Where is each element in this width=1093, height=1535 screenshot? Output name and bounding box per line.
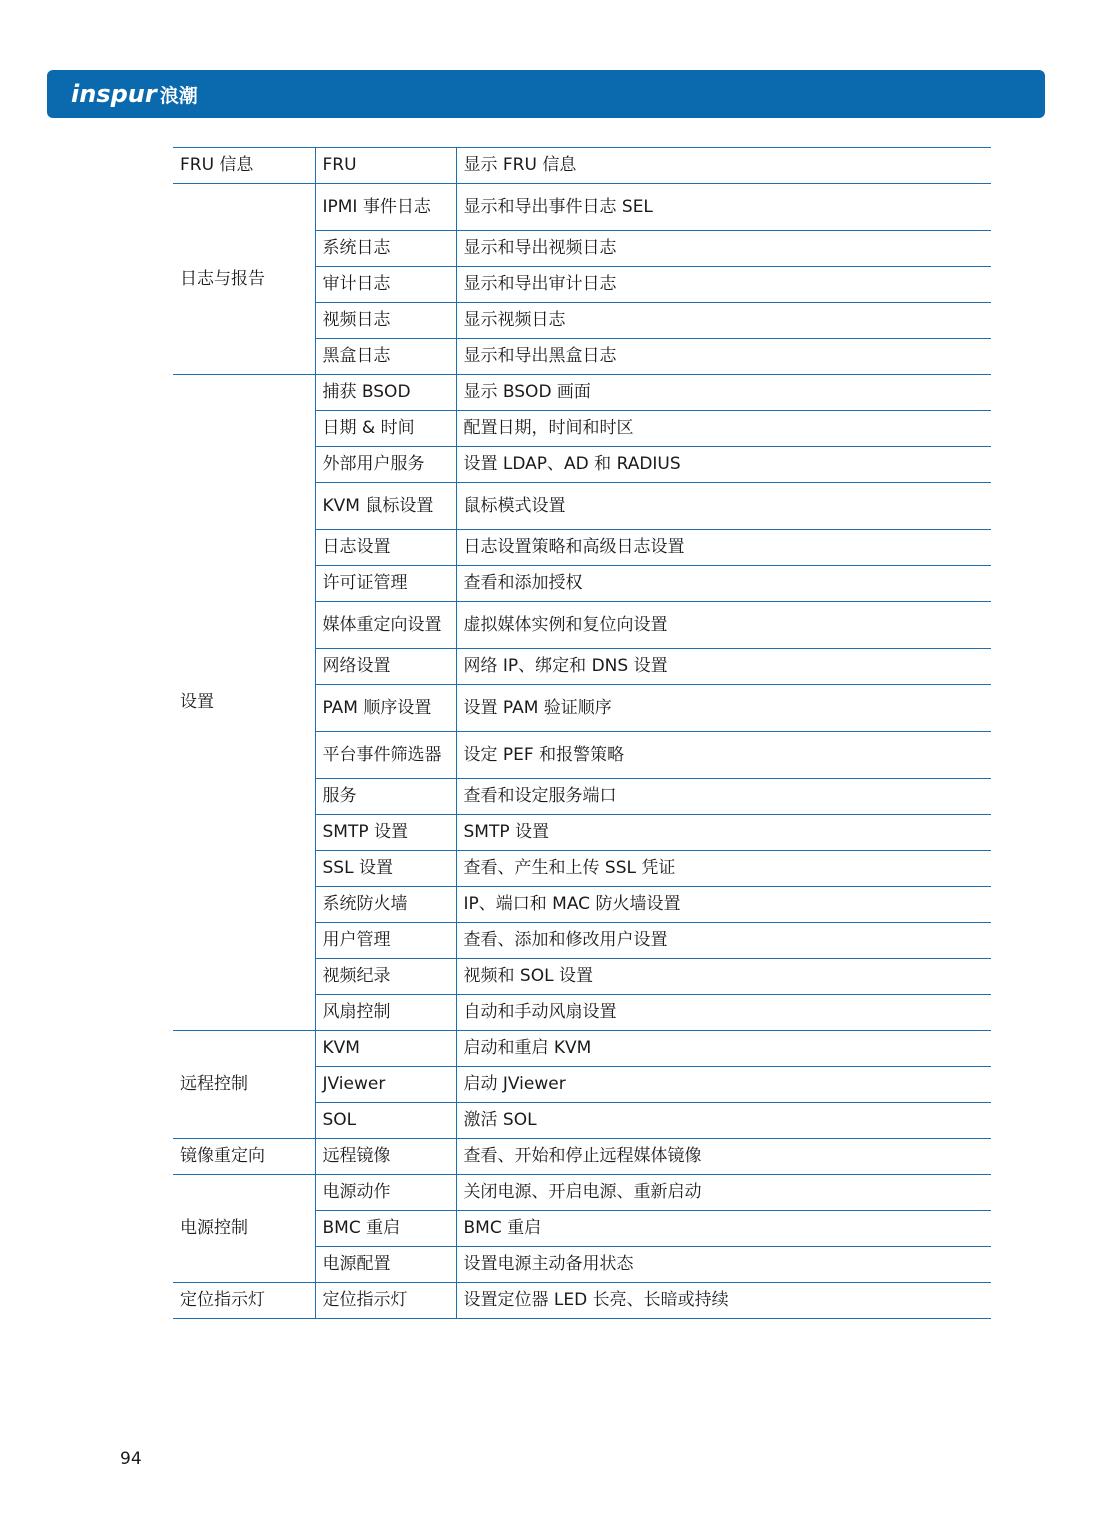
item-cell: 系统日志	[315, 231, 456, 267]
description-cell: 查看、添加和修改用户设置	[456, 923, 991, 959]
item-cell: 平台事件筛选器	[315, 732, 456, 779]
item-cell: 风扇控制	[315, 995, 456, 1031]
item-cell: KVM 鼠标设置	[315, 483, 456, 530]
description-cell: 日志设置策略和高级日志设置	[456, 530, 991, 566]
item-cell: SSL 设置	[315, 851, 456, 887]
item-cell: 视频纪录	[315, 959, 456, 995]
description-cell: 网络 IP、绑定和 DNS 设置	[456, 649, 991, 685]
description-cell: 查看和添加授权	[456, 566, 991, 602]
item-cell: 网络设置	[315, 649, 456, 685]
description-cell: 显示 BSOD 画面	[456, 375, 991, 411]
description-cell: 显示和导出事件日志 SEL	[456, 184, 991, 231]
description-cell: 自动和手动风扇设置	[456, 995, 991, 1031]
item-cell: 服务	[315, 779, 456, 815]
description-cell: 查看、产生和上传 SSL 凭证	[456, 851, 991, 887]
table-row	[173, 1283, 991, 1319]
item-cell: 日志设置	[315, 530, 456, 566]
item-cell: 审计日志	[315, 267, 456, 303]
item-cell: JViewer	[315, 1067, 456, 1103]
description-cell: 显示视频日志	[456, 303, 991, 339]
inspur-logo	[71, 78, 198, 110]
category-cell: 日志与报告	[173, 184, 315, 375]
description-cell: 显示 FRU 信息	[456, 148, 991, 184]
description-cell: BMC 重启	[456, 1211, 991, 1247]
description-cell: 查看和设定服务端口	[456, 779, 991, 815]
item-cell: 电源动作	[315, 1175, 456, 1211]
description-cell: 设置电源主动备用状态	[456, 1247, 991, 1283]
description-cell: 显示和导出审计日志	[456, 267, 991, 303]
description-cell: 显示和导出黑盒日志	[456, 339, 991, 375]
table-row	[173, 375, 991, 411]
description-cell: 激活 SOL	[456, 1103, 991, 1139]
category-cell: FRU 信息	[173, 148, 315, 184]
description-cell: 关闭电源、开启电源、重新启动	[456, 1175, 991, 1211]
item-cell: PAM 顺序设置	[315, 685, 456, 732]
description-cell: 视频和 SOL 设置	[456, 959, 991, 995]
item-cell: 用户管理	[315, 923, 456, 959]
logo-chinese: 浪潮	[159, 84, 198, 107]
item-cell: 许可证管理	[315, 566, 456, 602]
item-cell: IPMI 事件日志	[315, 184, 456, 231]
description-cell: 启动和重启 KVM	[456, 1031, 991, 1067]
table-row	[173, 1175, 991, 1211]
table-row	[173, 1031, 991, 1067]
description-cell: 设定 PEF 和报警策略	[456, 732, 991, 779]
description-cell: 鼠标模式设置	[456, 483, 991, 530]
item-cell: 外部用户服务	[315, 447, 456, 483]
feature-table-body	[173, 148, 991, 1319]
item-cell: 远程镜像	[315, 1139, 456, 1175]
item-cell: 定位指示灯	[315, 1283, 456, 1319]
logo-wordmark: inspur	[71, 80, 157, 108]
category-cell: 设置	[173, 375, 315, 1031]
item-cell: KVM	[315, 1031, 456, 1067]
description-cell: 配置日期，时间和时区	[456, 411, 991, 447]
description-cell: 显示和导出视频日志	[456, 231, 991, 267]
description-cell: 查看、开始和停止远程媒体镜像	[456, 1139, 991, 1175]
item-cell: SOL	[315, 1103, 456, 1139]
table-row	[173, 184, 991, 231]
item-cell: 日期 & 时间	[315, 411, 456, 447]
description-cell: 设置 LDAP、AD 和 RADIUS	[456, 447, 991, 483]
item-cell: SMTP 设置	[315, 815, 456, 851]
description-cell: 启动 JViewer	[456, 1067, 991, 1103]
item-cell: BMC 重启	[315, 1211, 456, 1247]
feature-table	[173, 147, 991, 1319]
category-cell: 远程控制	[173, 1031, 315, 1139]
description-cell: 虚拟媒体实例和复位向设置	[456, 602, 991, 649]
category-cell: 定位指示灯	[173, 1283, 315, 1319]
item-cell: 捕获 BSOD	[315, 375, 456, 411]
category-cell: 镜像重定向	[173, 1139, 315, 1175]
description-cell: 设置定位器 LED 长亮、长暗或持续	[456, 1283, 991, 1319]
item-cell: 黑盒日志	[315, 339, 456, 375]
item-cell: 系统防火墙	[315, 887, 456, 923]
description-cell: 设置 PAM 验证顺序	[456, 685, 991, 732]
description-cell: SMTP 设置	[456, 815, 991, 851]
category-cell: 电源控制	[173, 1175, 315, 1283]
description-cell: IP、端口和 MAC 防火墙设置	[456, 887, 991, 923]
item-cell: 媒体重定向设置	[315, 602, 456, 649]
table-row	[173, 1139, 991, 1175]
item-cell: 视频日志	[315, 303, 456, 339]
page-number: 94	[120, 1449, 142, 1469]
header-bar	[47, 70, 1045, 118]
table-row	[173, 148, 991, 184]
item-cell: FRU	[315, 148, 456, 184]
item-cell: 电源配置	[315, 1247, 456, 1283]
